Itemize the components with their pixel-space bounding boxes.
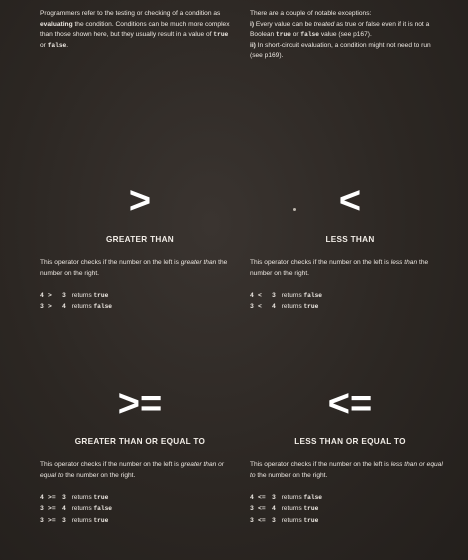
exception-2 [250,41,445,62]
example-right-operand: 4 [272,303,276,311]
example-result: true [303,505,319,513]
exception-1 [250,20,445,41]
example-row [40,515,112,526]
operator-symbol: <= [327,383,373,425]
description-emphasis: less than or equal to [250,461,443,479]
exception-1-text-1: Every value can be [254,20,314,28]
exception-2-label: ii) [250,41,256,49]
example-right-operand: 3 [62,292,66,299]
example-result: false [93,303,113,311]
example-returns-word: returns [281,292,302,299]
operator-symbol: > [128,180,152,222]
example-left-operand: 3 [40,303,44,311]
intro-left-text-3: or [40,41,48,49]
example-returns-word: returns [71,494,92,501]
examples-list [40,492,112,526]
operator-description [250,258,450,279]
example-row [250,290,322,301]
intro-right-line-1: There are a couple of notable exceptions: [250,10,372,17]
example-operator: >= [48,516,56,524]
description-emphasis: greater than or equal to [40,461,225,479]
example-returns-word: returns [281,303,302,311]
examples-list [250,492,322,526]
example-left-operand: 3 [40,516,44,524]
example-result: true [303,516,319,524]
exception-1-text-3: or [290,31,301,39]
example-right-operand: 4 [272,505,276,513]
description-text: This operator checks if the number on the left is [250,259,391,266]
example-result: false [303,292,323,299]
operator-description [250,460,450,481]
operator-heading: GREATER THAN [105,235,175,244]
intro-left-code-true: true [213,31,229,39]
description-emphasis: less than [390,259,418,266]
example-result: true [93,292,109,299]
example-operator: <= [258,494,266,501]
exception-1-code-true: true [276,31,291,39]
example-left-operand: 4 [40,494,44,501]
operator-heading: GREATER THAN OR EQUAL TO [74,437,206,446]
example-result: true [93,494,109,501]
example-returns-word: returns [71,292,92,299]
exception-2-text: In short-circuit evaluation, a condition might not need to run (see p169). [250,41,431,60]
example-returns-word: returns [71,516,92,524]
example-operator: >= [48,494,56,501]
description-emphasis: greater than [180,259,217,266]
example-row [40,503,112,514]
example-right-operand: 3 [272,494,276,501]
example-right-operand: 4 [62,505,66,513]
operator-heading: LESS THAN [325,235,375,244]
description-text: This operator checks if the number on the left is [250,461,391,468]
example-result: true [93,516,109,524]
description-text: This operator checks if the number on the left is [40,259,181,266]
operator-heading: LESS THAN OR EQUAL TO [294,437,406,446]
example-row [250,503,322,514]
example-operator: <= [258,516,266,524]
example-right-operand: 3 [62,516,66,524]
example-returns-word: returns [71,303,92,311]
example-left-operand: 3 [40,505,44,513]
example-left-operand: 4 [40,292,44,299]
example-operator: < [258,292,262,299]
intro-left-text-1: Programmers refer to the testing or checking of a condition as [40,10,221,17]
example-row [250,301,322,312]
intro-left-text-4: . [66,41,69,49]
examples-list [250,290,322,313]
exception-1-text-2: as true or false even if it is not a Boolean [250,20,430,39]
example-right-operand: 3 [62,494,66,501]
example-left-operand: 4 [250,292,254,299]
example-right-operand: 3 [272,516,276,524]
operator-symbol: >= [117,383,163,425]
example-left-operand: 3 [250,303,254,311]
exception-1-emphasis: treated [313,20,335,28]
description-text-end: the number on the right. [40,259,228,277]
example-returns-word: returns [281,494,302,501]
intro-paragraph-left [40,9,230,51]
intro-left-code-false: false [47,41,67,49]
example-row [250,515,322,526]
example-row [40,290,112,301]
example-left-operand: 3 [250,516,254,524]
operator-description [40,460,240,481]
example-operator: >= [48,505,56,513]
description-text-end: the number on the right. [250,259,429,277]
example-right-operand: 3 [272,292,276,299]
example-operator: > [48,292,52,299]
operator-description [40,258,240,279]
example-result: false [93,505,113,513]
example-returns-word: returns [281,505,302,513]
exception-1-text-4: value (see p167). [319,31,372,39]
example-row [250,492,322,503]
intro-paragraph-right [250,9,445,62]
example-row [40,301,112,312]
example-returns-word: returns [71,505,92,513]
intro-left-bold: evaluating [40,20,73,28]
example-right-operand: 4 [62,303,66,311]
example-result: false [303,494,323,501]
example-left-operand: 4 [250,494,254,501]
example-result: true [303,303,319,311]
example-returns-word: returns [281,516,302,524]
example-left-operand: 3 [250,505,254,513]
description-text-end: the number on the right. [255,471,328,479]
exception-1-code-false: false [300,31,319,39]
description-text-end: the number on the right. [63,471,136,479]
example-operator: <= [258,505,266,513]
intro-left-text-2: the condition. Conditions can be much more complex than those shown here, but they usually result in a value of [40,20,230,39]
examples-list [40,290,112,313]
example-row [40,492,112,503]
exception-1-label: i) [250,20,255,28]
description-text: This operator checks if the number on the left is [40,461,181,468]
example-operator: < [258,303,262,311]
example-operator: > [48,303,52,311]
operator-symbol: < [338,180,362,222]
